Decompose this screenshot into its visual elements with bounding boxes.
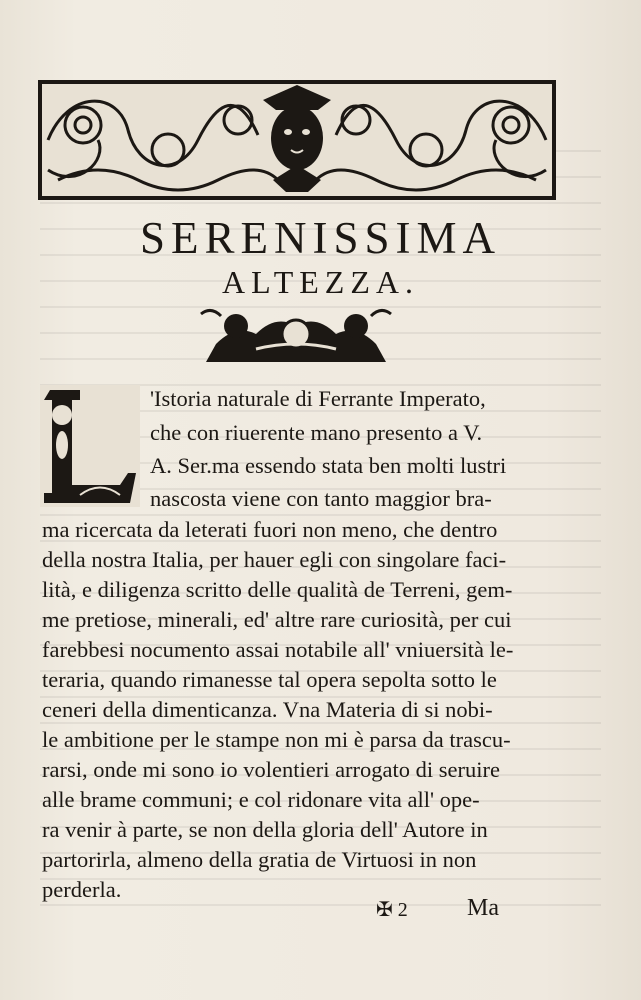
text-line: partorirla, almeno della gratia de Virtuosi in non: [42, 847, 477, 872]
decorated-initial-letter: [40, 385, 140, 507]
text-line: teraria, quando rimanesse tal opera sepolta sotto le: [42, 667, 497, 692]
text-line: che con riuerente mano presento a V.: [150, 420, 483, 445]
text-line: nascosta viene con tanto maggior bra-: [150, 486, 492, 511]
catchword: Ma: [467, 895, 499, 921]
text-line: 'Istoria naturale di Ferrante Imperato,: [150, 386, 486, 411]
page-subtitle: ALTEZZA.: [221, 264, 419, 300]
headpiece-ornament: [38, 80, 556, 200]
text-line: ra venir à parte, se non della gloria dell' Autore in: [42, 817, 488, 842]
text-line: me pretiose, minerali, ed' altre rare curiosità, per cui: [42, 607, 512, 632]
signature-mark: ✠ 2: [376, 899, 408, 921]
text-line: della nostra Italia, per hauer egli con singolare faci-: [42, 547, 507, 572]
text-line: farebbesi nocumento assai notabile all' vniuersità le-: [42, 637, 514, 662]
text-line: alle brame communi; e col ridonare vita all' ope-: [42, 787, 480, 812]
cherub-vignette-ornament: [196, 304, 396, 366]
text-line: perderla.: [42, 877, 122, 902]
text-line: A. Ser.ma essendo stata ben molti lustri: [150, 453, 507, 478]
text-line: le ambitione per le stampe non mi è parsa da trascu-: [42, 727, 511, 752]
text-line: lità, e diligenza scritto delle qualità de Terreni, gem-: [42, 577, 513, 602]
text-line: ceneri della dimenticanza. Vna Materia di si nobi-: [42, 697, 493, 722]
page-title: SERENISSIMA: [139, 213, 502, 263]
text-line: rarsi, onde mi sono io volentieri arrogato di seruire: [42, 757, 500, 782]
text-line: ma ricercata da leterati fuori non meno, che dentro: [42, 517, 498, 542]
